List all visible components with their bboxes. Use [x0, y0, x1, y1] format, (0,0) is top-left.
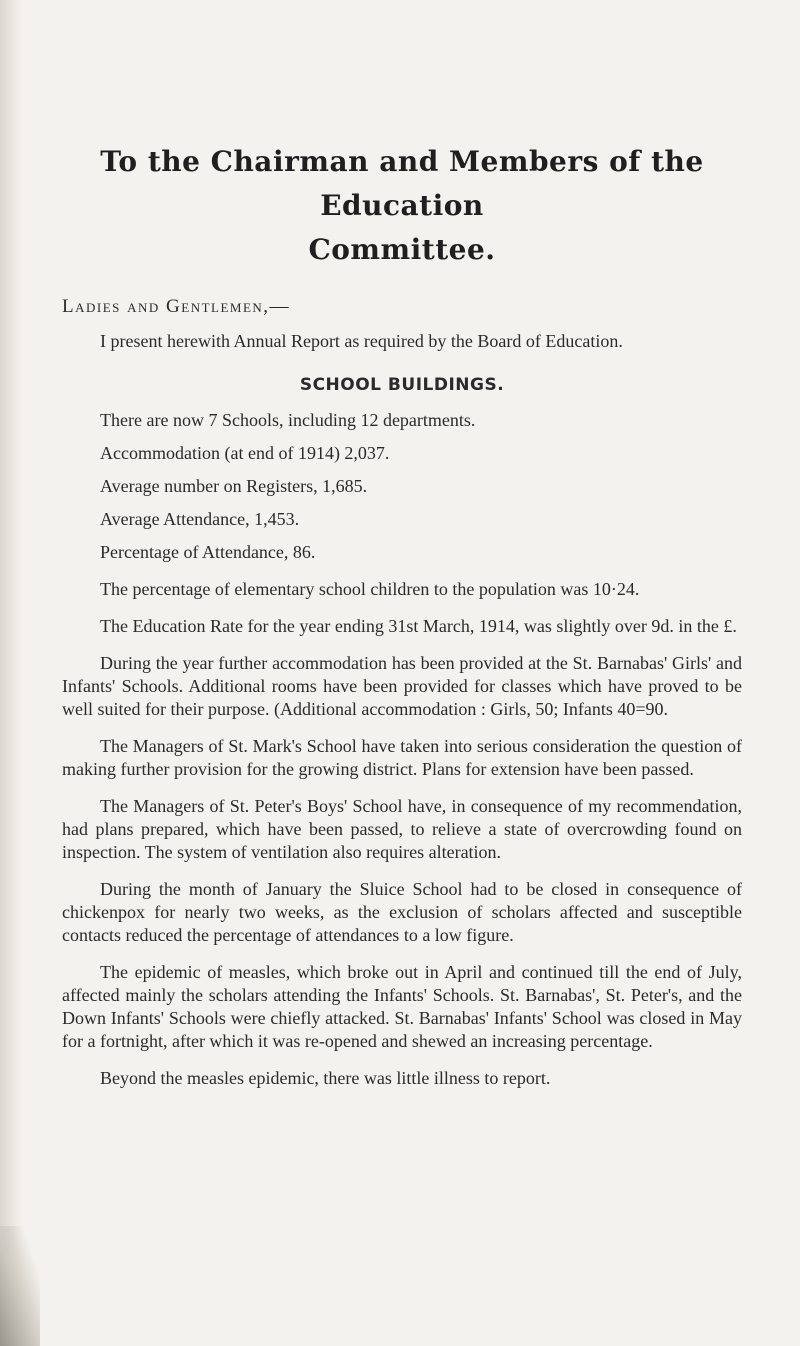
paragraph-population: The percentage of elementary school children to the population was 10·24.: [100, 579, 640, 599]
stat-percentage: Percentage of Attendance, 86.: [100, 542, 316, 562]
paragraph-education-rate: The Education Rate for the year ending 31st March, 1914, was slightly over 9d. in the £.: [100, 616, 737, 636]
paragraph-sluice-school: During the month of January the Sluice School had to be closed in consequence of chickenpox for nearly two weeks, as the exclusion of scholars affected and susceptible contacts reduced the percentage of attendances to a low figure.: [62, 879, 742, 945]
intro-paragraph: I present herewith Annual Report as required by the Board of Education.: [100, 331, 623, 351]
stat-accommodation: Accommodation (at end of 1914) 2,037.: [100, 443, 390, 463]
section-heading: SCHOOL BUILDINGS.: [299, 375, 505, 395]
paragraph-st-peters: The Managers of St. Peter's Boys' School have, in consequence of my recommendation, had plans prepared, which have been passed, to relieve a state of overcrowding found on inspection. The system of ventilation also requires alteration.: [62, 796, 742, 862]
paragraph-closing: Beyond the measles epidemic, there was little illness to report.: [100, 1068, 551, 1088]
stat-schools: There are now 7 Schools, including 12 departments.: [100, 410, 476, 430]
document-title: [62, 140, 742, 272]
stat-attendance: Average Attendance, 1,453.: [100, 509, 300, 529]
paragraph-st-marks: The Managers of St. Mark's School have taken into serious consideration the question of making further provision for the growing district. Plans for extension have been passed.: [62, 736, 742, 779]
title-line-2: Committee.: [308, 233, 496, 266]
document-body: [62, 140, 742, 1090]
page-edge-shadow: [0, 0, 22, 1346]
salutation: Ladies and Gentlemen,—: [62, 296, 291, 317]
paragraph-measles: The epidemic of measles, which broke out in April and continued till the end of July, affected mainly the scholars attending the Infants' Schools. St. Barnabas', St. Peter's, and the Down Infants' Schools were chiefly attacked. St. Barnabas' Infants' School was closed in May for a fortnight, after which it was re-opened and shewed an increasing percentage.: [62, 962, 742, 1051]
title-line-1: To the Chairman and Members of the Education: [100, 145, 704, 222]
stat-registers: Average number on Registers, 1,685.: [100, 476, 368, 496]
paragraph-accommodation: During the year further accommodation has been provided at the St. Barnabas' Girls' and Infants' Schools. Additional rooms have been provided for classes which have proved to be well suited for their purpose. (Additional accommodation : Girls, 50; Infants 40=90.: [62, 653, 742, 719]
page-corner-shadow: [0, 1226, 40, 1346]
